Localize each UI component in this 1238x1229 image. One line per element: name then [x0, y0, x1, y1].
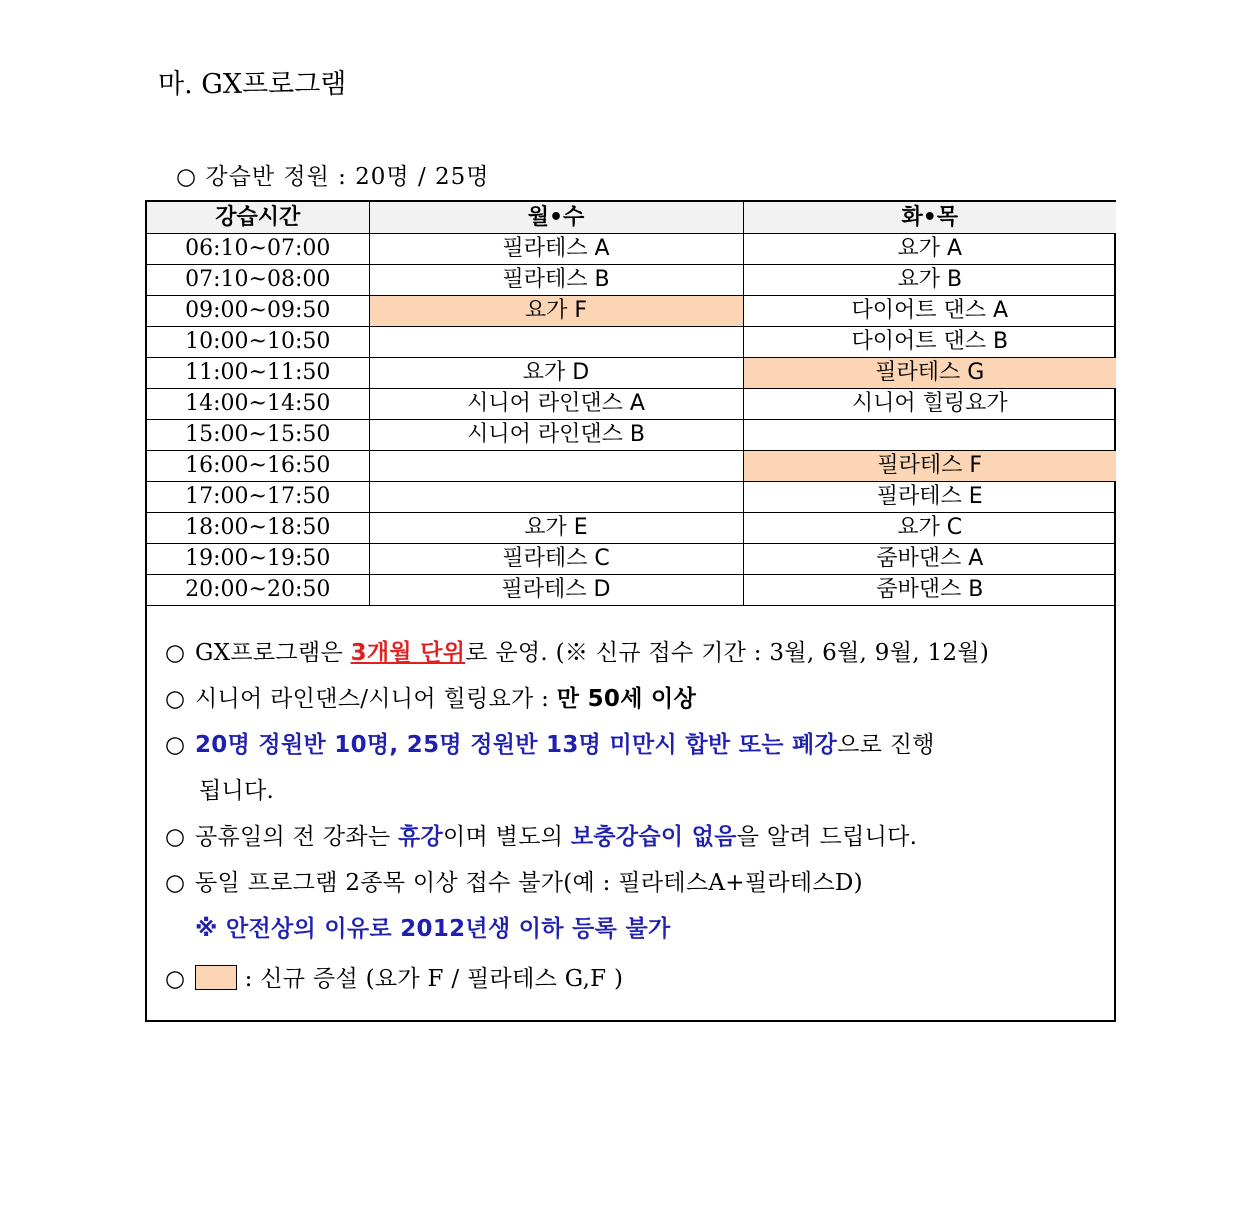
mon-wed-cell: 시니어 라인댄스 B — [369, 420, 743, 451]
mon-wed-cell — [369, 482, 743, 513]
table-row — [147, 327, 1116, 358]
table-row — [147, 482, 1116, 513]
mon-wed-cell: 필라테스 C — [369, 544, 743, 575]
tue-thu-cell: 요가 A — [743, 234, 1116, 265]
bullet-icon: ○ — [165, 640, 186, 666]
table-row — [147, 575, 1116, 606]
tue-thu-cell: 요가 B — [743, 265, 1116, 296]
note-same-program: ○ 동일 프로그램 2종목 이상 접수 불가(예 : 필라테스A+필라테스D) — [165, 870, 863, 896]
table-row — [147, 296, 1116, 327]
table-row — [147, 544, 1116, 575]
time-cell: 19:00~19:50 — [147, 544, 369, 575]
time-cell: 06:10~07:00 — [147, 234, 369, 265]
table-row — [147, 358, 1116, 389]
time-cell: 11:00~11:50 — [147, 358, 369, 389]
time-cell: 20:00~20:50 — [147, 575, 369, 606]
time-cell: 07:10~08:00 — [147, 265, 369, 296]
table-row — [147, 420, 1116, 451]
mon-wed-cell: 필라테스 A — [369, 234, 743, 265]
table-row — [147, 451, 1116, 482]
tue-thu-cell: 다이어트 댄스 A — [743, 296, 1116, 327]
note-safety: ※ 안전상의 이유로 2012년생 이하 등록 불가 — [195, 916, 671, 942]
tue-thu-cell: 다이어트 댄스 B — [743, 327, 1116, 358]
note-legend: ○ : 신규 증설 (요가 F / 필라테스 G,F ) — [165, 966, 624, 992]
mon-wed-cell: 요가 E — [369, 513, 743, 544]
capacity-line: ○ 강습반 정원 : 20명 / 25명 — [176, 164, 490, 190]
mon-wed-cell: 요가 D — [369, 358, 743, 389]
note-holiday: ○ 공휴일의 전 강좌는 휴강이며 별도의 보충강습이 없음을 알려 드립니다. — [165, 824, 918, 850]
tue-thu-cell-new: 필라테스 G — [743, 358, 1116, 389]
header-mon-wed: 월•수 — [369, 202, 743, 234]
time-cell: 15:00~15:50 — [147, 420, 369, 451]
bullet-icon: ○ — [165, 824, 186, 850]
mon-wed-cell: 시니어 라인댄스 A — [369, 389, 743, 420]
time-cell: 16:00~16:50 — [147, 451, 369, 482]
bullet-icon: ○ — [165, 870, 186, 896]
bullet-icon: ○ — [165, 732, 186, 758]
mon-wed-cell: 필라테스 D — [369, 575, 743, 606]
time-cell: 18:00~18:50 — [147, 513, 369, 544]
table-header-row — [147, 202, 1116, 234]
schedule-table — [147, 202, 1116, 606]
note-program-unit: ○ GX프로그램은 3개월 단위로 운영. (※ 신규 접수 기간 : 3월, 6월, 9월, 12월) — [165, 640, 990, 666]
section-title: 마. GX프로그램 — [158, 69, 347, 100]
tue-thu-cell-new: 필라테스 F — [743, 451, 1116, 482]
tue-thu-cell — [743, 420, 1116, 451]
note-merge-cancel-cont: 됩니다. — [199, 778, 275, 804]
bullet-icon: ○ — [165, 966, 186, 992]
time-cell: 10:00~10:50 — [147, 327, 369, 358]
tue-thu-cell: 시니어 힐링요가 — [743, 389, 1116, 420]
mon-wed-cell — [369, 327, 743, 358]
header-tue-thu: 화•목 — [743, 202, 1116, 234]
tue-thu-cell: 줌바댄스 B — [743, 575, 1116, 606]
tue-thu-cell: 줌바댄스 A — [743, 544, 1116, 575]
tue-thu-cell: 필라테스 E — [743, 482, 1116, 513]
table-row — [147, 513, 1116, 544]
bullet-icon: ○ — [165, 686, 186, 712]
time-cell: 09:00~09:50 — [147, 296, 369, 327]
table-row — [147, 265, 1116, 296]
schedule-box — [145, 200, 1116, 1022]
header-time: 강습시간 — [147, 202, 369, 234]
note-merge-cancel: ○ 20명 정원반 10명, 25명 정원반 13명 미만시 합반 또는 폐강으로 진행 — [165, 732, 935, 758]
table-row — [147, 234, 1116, 265]
mon-wed-cell-new: 요가 F — [369, 296, 743, 327]
table-row — [147, 389, 1116, 420]
time-cell: 17:00~17:50 — [147, 482, 369, 513]
mon-wed-cell — [369, 451, 743, 482]
highlight-3-months: 3개월 단위 — [350, 640, 466, 666]
mon-wed-cell: 필라테스 B — [369, 265, 743, 296]
new-class-swatch — [195, 965, 237, 990]
note-senior-age: ○ 시니어 라인댄스/시니어 힐링요가 : 만 50세 이상 — [165, 686, 697, 712]
time-cell: 14:00~14:50 — [147, 389, 369, 420]
tue-thu-cell: 요가 C — [743, 513, 1116, 544]
